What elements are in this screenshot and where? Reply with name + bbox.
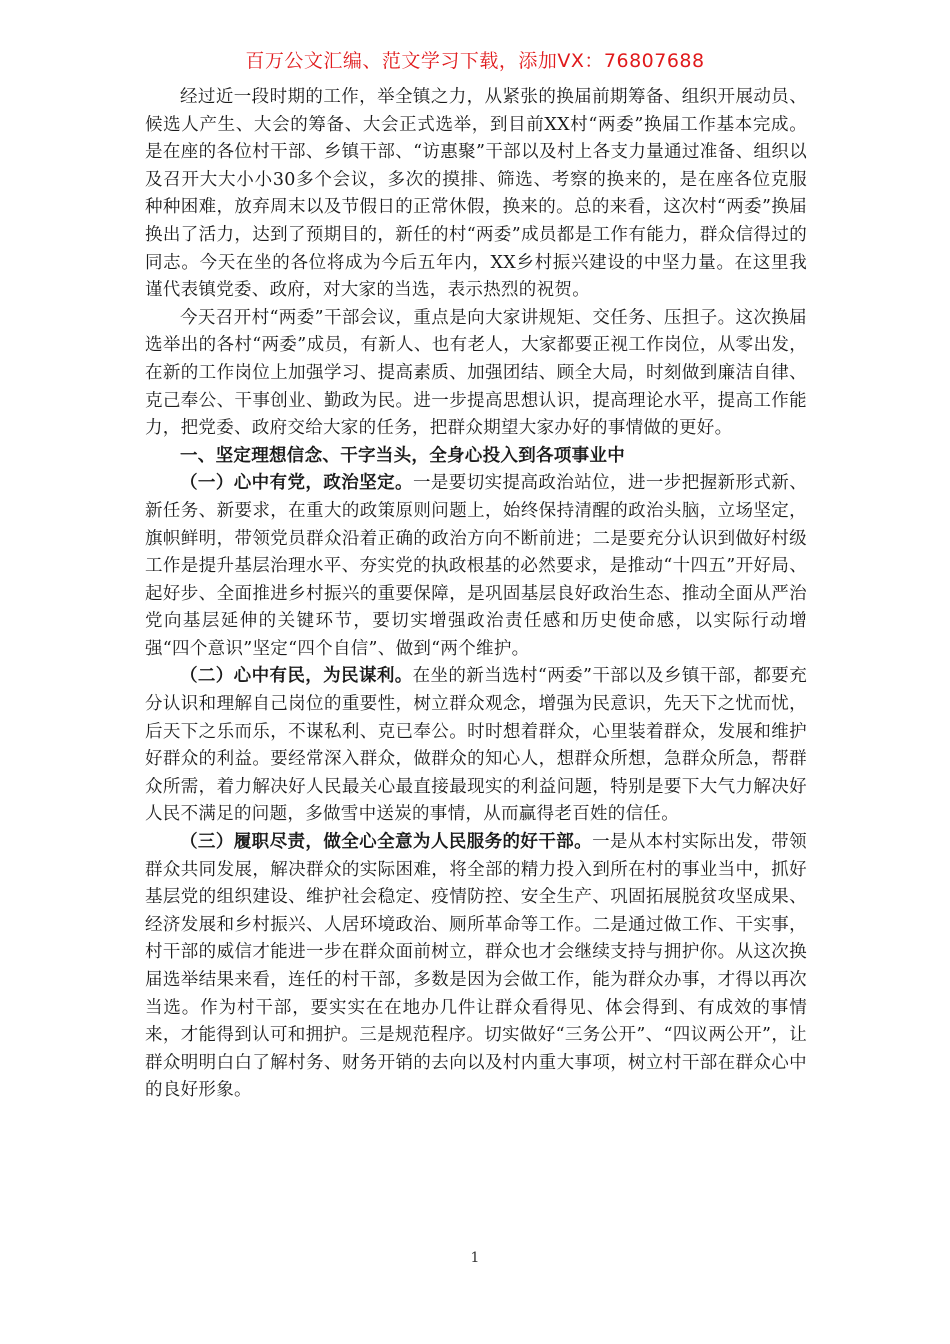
subsection-1-text: 一是要切实提高政治站位，进一步把握新形式新、新任务、新要求，在重大的政策原则问题上，始终保持清醒的政治头脑，立场坚定，旗帜鲜明，带领党员群众沿着正确的政治方向不断前进；二是要充分认识到做好村级工作是提升基层治理水平、夯实党的执政根基的必然要求，是推动“十四五”开好局、起好步、全面推进乡村振兴的重要保障，是巩固基层良好政治生态、推动全面从严治党向基层延伸的关键环节，要切实增强政治责任感和历史使命感，以实际行动增强“四个意识”坚定“四个自信”、做到“两个维护。 bbox=[145, 473, 807, 659]
subsection-1 bbox=[145, 470, 807, 663]
section-heading: 一、坚定理想信念、干字当头，全身心投入到各项事业中 bbox=[180, 445, 625, 466]
subsection-3-lead: （三）履职尽责，做全心全意为人民服务的好干部。 bbox=[180, 832, 593, 853]
document-body bbox=[145, 84, 807, 1105]
page-number: 1 bbox=[470, 1250, 480, 1266]
intro-paragraph-2: 今天召开村“两委”干部会议，重点是向大家讲规矩、交任务、压担子。这次换届选举出的各村“两委”成员，有新人、也有老人，大家都要正视工作岗位，从零出发，在新的工作岗位上加强学习、提高素质、加强团结、顾全大局，时刻做到廉洁自律、克己奉公、干事创业、勤政为民。进一步提高思想认识，提高理论水平，提高工作能力，把党委、政府交给大家的任务，把群众期望大家办好的事情做的更好。 bbox=[145, 307, 807, 439]
subsection-3 bbox=[145, 829, 807, 1105]
subsection-3-text: 一是从本村实际出发，带领群众共同发展，解决群众的实际困难，将全部的精力投入到所在村的事业当中，抓好基层党的组织建设、维护社会稳定、疫情防控、安全生产、巩固拓展脱贫攻坚成果、经济发展和乡村振兴、人居环境政治、厕所革命等工作。二是通过做工作、干实事，村干部的威信才能进一步在群众面前树立，群众也才会继续支持与拥护你。从这次换届选举结果来看，连任的村干部，多数是因为会做工作，能为群众办事，才得以再次当选。作为村干部，要实实在在地办几件让群众看得见、体会得到、有成效的事情来，才能得到认可和拥护。三是规范程序。切实做好“三务公开”、“四议两公开”，让群众明明白白了解村务、财务开销的去向以及村内重大事项，树立村干部在群众心中的良好形象。 bbox=[145, 832, 807, 1101]
header-banner: 百万公文汇编、范文学习下载，添加VX：76807688 bbox=[245, 50, 705, 72]
subsection-2 bbox=[145, 663, 807, 829]
subsection-1-lead: （一）心中有党，政治坚定。 bbox=[180, 473, 413, 494]
subsection-2-lead: （二）心中有民，为民谋利。 bbox=[180, 666, 413, 687]
intro-paragraph-1: 经过近一段时期的工作，举全镇之力，从紧张的换届前期筹备、组织开展动员、候选人产生、大会的筹备、大会正式选举，到目前XX村“两委”换届工作基本完成。是在座的各位村干部、乡镇干部、“访惠聚”干部以及村上各支力量通过准备、组织以及召开大大小小30多个会议，多次的摸排、筛选、考察的换来的，是在座各位克服种种困难，放弃周末以及节假日的正常休假，换来的。总的来看，这次村“两委”换届换出了活力，达到了预期目的，新任的村“两委”成员都是工作有能力，群众信得过的同志。今天在坐的各位将成为今后五年内，XX乡村振兴建设的中坚力量。在这里我谨代表镇党委、政府，对大家的当选，表示热烈的祝贺。 bbox=[145, 87, 807, 301]
subsection-2-text: 在坐的新当选村“两委”干部以及乡镇干部，都要充分认识和理解自己岗位的重要性，树立群众观念，增强为民意识，先天下之忧而忧，后天下之乐而乐，不谋私利、克已奉公。时时想着群众，心里装着群众，发展和维护好群众的利益。要经常深入群众，做群众的知心人，想群众所想，急群众所急，帮群众所需，着力解决好人民最关心最直接最现实的利益问题，特别是要下大气力解决好人民不满足的问题，多做雪中送炭的事情，从而赢得老百姓的信任。 bbox=[145, 666, 807, 825]
